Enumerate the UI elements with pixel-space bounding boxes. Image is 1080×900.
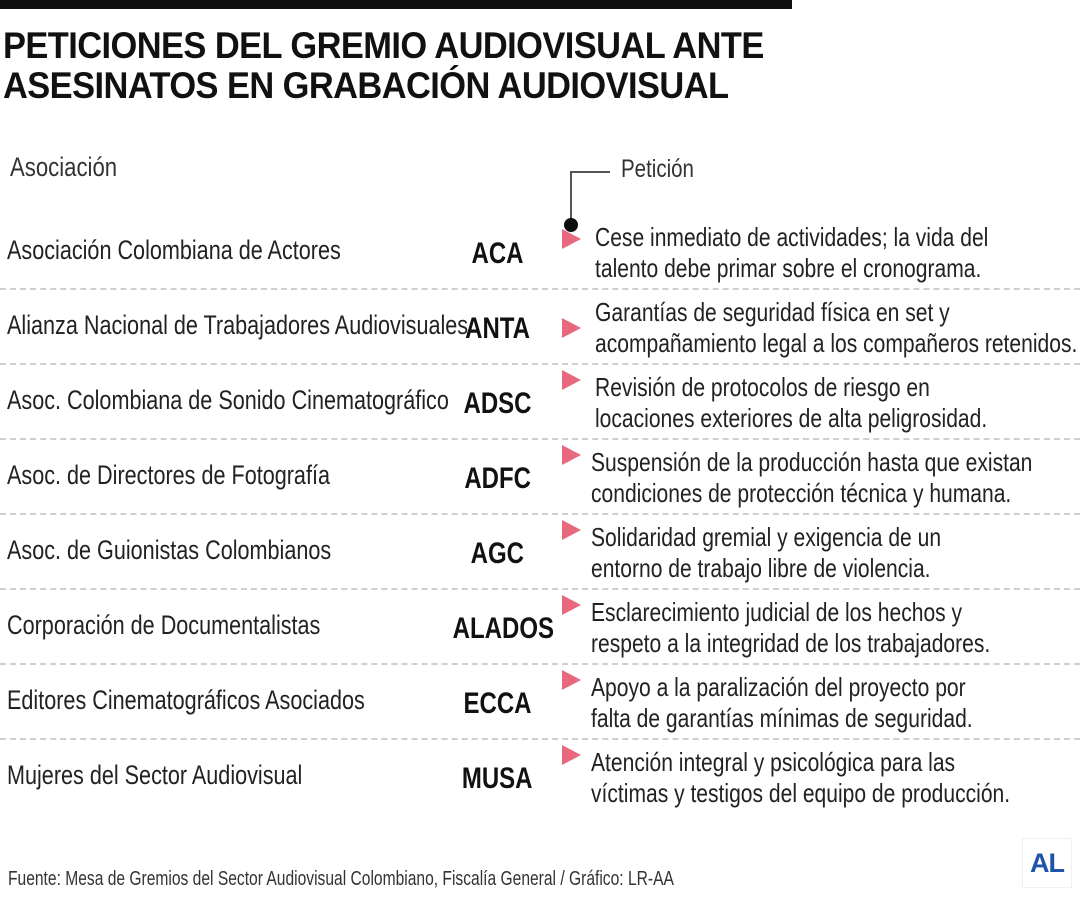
triangle-right-icon bbox=[562, 745, 581, 765]
connector-horizontal-line bbox=[570, 171, 610, 173]
association-name: Editores Cinematográficos Asociados bbox=[7, 685, 365, 715]
petition-text: Cese inmediato de actividades; la vida del talento debe primar sobre el cronograma. bbox=[595, 222, 989, 283]
page-title bbox=[3, 26, 933, 106]
logo-text: AL bbox=[1030, 847, 1064, 878]
table-row bbox=[0, 290, 1080, 365]
column-header-association: Asociación bbox=[10, 152, 118, 182]
petition-text: Suspensión de la producción hasta que existan condiciones de protección técnica y humana. bbox=[591, 447, 1033, 508]
source-credit: Fuente: Mesa de Gremios del Sector Audiovisual Colombiano, Fiscalía General / Gráfico: LR-AA bbox=[8, 868, 674, 890]
petition-text: Esclarecimiento judicial de los hechos y respeto a la integridad de los trabajadores. bbox=[591, 597, 991, 658]
association-acronym: ANTA bbox=[465, 312, 530, 345]
triangle-right-icon bbox=[562, 445, 581, 465]
triangle-right-icon bbox=[562, 595, 581, 615]
association-acronym: ECCA bbox=[463, 687, 532, 720]
association-acronym: ADFC bbox=[464, 462, 531, 495]
association-acronym: ALADOS bbox=[452, 612, 555, 645]
triangle-right-icon bbox=[562, 370, 581, 390]
petition-text: Solidaridad gremial y exigencia de un entorno de trabajo libre de violencia. bbox=[591, 522, 942, 583]
brand-logo bbox=[1022, 838, 1072, 888]
association-acronym: ACA bbox=[471, 237, 524, 270]
association-acronym: ADSC bbox=[463, 387, 532, 420]
association-name: Mujeres del Sector Audiovisual bbox=[7, 760, 303, 790]
association-name: Alianza Nacional de Trabajadores Audiovisuales bbox=[7, 310, 469, 340]
table-row bbox=[0, 590, 1080, 665]
association-acronym: MUSA bbox=[462, 762, 533, 795]
connector-vertical-line bbox=[570, 171, 572, 221]
triangle-right-icon bbox=[562, 318, 581, 338]
petition-text: Atención integral y psicológica para las víctimas y testigos del equipo de producción. bbox=[591, 747, 1011, 808]
petition-text: Garantías de seguridad física en set y acompañamiento legal a los compañeros retenidos. bbox=[595, 297, 1078, 358]
table-row bbox=[0, 665, 1080, 740]
association-name: Asoc. Colombiana de Sonido Cinematográfico bbox=[7, 385, 449, 415]
triangle-right-icon bbox=[562, 229, 581, 249]
association-name: Asoc. de Directores de Fotografía bbox=[7, 460, 330, 490]
association-acronym: AGC bbox=[470, 537, 525, 570]
table-row bbox=[0, 515, 1080, 590]
triangle-right-icon bbox=[562, 670, 581, 690]
table-row bbox=[0, 365, 1080, 440]
association-name: Asoc. de Guionistas Colombianos bbox=[7, 535, 332, 565]
petition-text: Apoyo a la paralización del proyecto por falta de garantías mínimas de seguridad. bbox=[591, 672, 973, 733]
table-row bbox=[0, 215, 1080, 290]
association-name: Asociación Colombiana de Actores bbox=[7, 235, 341, 265]
title-line-1: PETICIONES DEL GREMIO AUDIOVISUAL ANTE bbox=[3, 25, 764, 66]
top-rule bbox=[0, 0, 792, 9]
table-row bbox=[0, 440, 1080, 515]
title-line-2: ASESINATOS EN GRABACIÓN AUDIOVISUAL bbox=[3, 65, 729, 106]
association-list bbox=[0, 215, 1080, 815]
table-row bbox=[0, 740, 1080, 815]
triangle-right-icon bbox=[562, 520, 581, 540]
petition-text: Revisión de protocolos de riesgo en locaciones exteriores de alta peligrosidad. bbox=[595, 372, 988, 433]
association-name: Corporación de Documentalistas bbox=[7, 610, 321, 640]
column-header-petition: Petición bbox=[621, 155, 694, 183]
